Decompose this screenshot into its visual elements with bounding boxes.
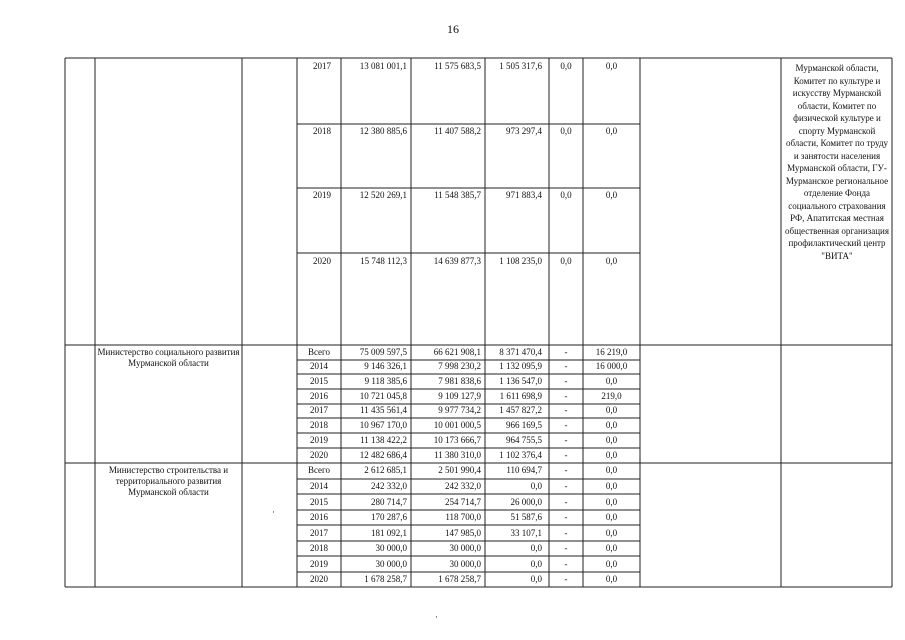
- cell-c2: 2 501 990,4: [438, 465, 481, 475]
- cell-year: Всего: [307, 347, 331, 357]
- cell-year: 2016: [310, 391, 328, 401]
- cell-c5: 0,0: [605, 528, 618, 538]
- cell-total: 9 146 326,1: [364, 361, 407, 371]
- cell-total: 11 435 561,4: [360, 405, 407, 415]
- cell-year: 2018: [310, 420, 328, 430]
- organization-name: Министерство строительства и территориального развития Мурманской области: [108, 465, 229, 497]
- cell-c2: 14 639 877,3: [433, 256, 481, 266]
- cell-total: 242 332,0: [371, 481, 407, 491]
- cell-c2: 1 678 258,7: [438, 574, 481, 584]
- scan-dot: ·: [435, 612, 438, 622]
- cell-c2: 7 998 230,2: [438, 361, 481, 371]
- cell-total: 30 000,0: [375, 543, 407, 553]
- cell-year: 2019: [310, 559, 328, 569]
- cell-c4: 0,0: [560, 190, 572, 200]
- cell-c5: 0,0: [605, 450, 618, 460]
- cell-c3: 1 136 547,0: [499, 376, 542, 386]
- cell-c4: -: [564, 543, 568, 553]
- cell-c5: 0,0: [605, 405, 618, 415]
- cell-c5: 0,0: [605, 420, 618, 430]
- cell-total: 10 721 045,8: [359, 391, 407, 401]
- cell-c2: 11 548 385,7: [434, 190, 481, 200]
- cell-c2: 11 575 683,5: [434, 61, 481, 71]
- organization-name: Министерство социального развития Мурманской области: [97, 347, 240, 368]
- cell-c4: -: [564, 512, 568, 522]
- cell-c5: 0,0: [605, 465, 618, 475]
- cell-c2: 11 380 310,0: [434, 450, 481, 460]
- cell-c5: 0,0: [605, 481, 618, 491]
- cell-c4: -: [564, 361, 568, 371]
- cell-c3: 26 000,0: [510, 497, 542, 507]
- cell-total: 170 287,6: [371, 512, 407, 522]
- cell-c5: 16 000,0: [595, 361, 628, 371]
- cell-c2: 11 407 588,2: [434, 126, 481, 136]
- cell-c3: 1 132 095,9: [499, 361, 542, 371]
- cell-year: 2014: [310, 481, 328, 491]
- cell-c4: -: [564, 435, 568, 445]
- cell-total: 11 138 422,2: [360, 435, 407, 445]
- cell-total: 280 714,7: [371, 497, 407, 507]
- cell-c3: 0,0: [530, 481, 542, 491]
- cell-c3: 110 694,7: [506, 465, 542, 475]
- cell-c4: -: [564, 528, 568, 538]
- cell-c3: 0,0: [530, 543, 542, 553]
- cell-year: 2016: [310, 512, 328, 522]
- cell-year: 2017: [310, 405, 328, 415]
- cell-total: 13 081 001,1: [359, 61, 407, 71]
- cell-year: 2014: [310, 361, 328, 371]
- cell-total: 10 967 170,0: [359, 420, 407, 430]
- cell-c3: 33 107,1: [510, 528, 542, 538]
- cell-c2: 30 000,0: [449, 559, 481, 569]
- cell-c2: 9 109 127,9: [438, 391, 481, 401]
- cell-year: 2019: [313, 190, 331, 200]
- cell-c4: -: [564, 405, 568, 415]
- scan-dot: ·: [272, 507, 275, 517]
- cell-year: 2015: [310, 497, 328, 507]
- cell-c4: 0,0: [560, 61, 572, 71]
- cell-c5: 0,0: [605, 376, 618, 386]
- cell-total: 2 612 685,1: [364, 465, 407, 475]
- cell-c4: -: [564, 347, 568, 357]
- cell-c3: 1 102 376,4: [499, 450, 542, 460]
- cell-c2: 147 985,0: [445, 528, 481, 538]
- cell-year: 2018: [310, 543, 328, 553]
- cell-c5: 0,0: [605, 190, 618, 200]
- cell-c5: 0,0: [605, 126, 618, 136]
- cell-c2: 30 000,0: [449, 543, 481, 553]
- cell-c5: 0,0: [605, 512, 618, 522]
- cell-c3: 51 587,6: [510, 512, 542, 522]
- cell-c4: 0,0: [560, 256, 572, 266]
- cell-c2: 242 332,0: [445, 481, 481, 491]
- cell-c3: 1 505 317,6: [499, 61, 542, 71]
- cell-c2: 66 621 908,1: [433, 347, 481, 357]
- cell-c3: 1 457 827,2: [499, 405, 542, 415]
- cell-c3: 1 611 698,9: [499, 391, 542, 401]
- cell-c4: -: [564, 465, 568, 475]
- cell-total: 15 748 112,3: [360, 256, 407, 266]
- cell-c4: -: [564, 481, 568, 491]
- cell-c4: 0,0: [560, 126, 572, 136]
- cell-c5: 0,0: [605, 574, 618, 584]
- cell-total: 1 678 258,7: [364, 574, 407, 584]
- page-number: 16: [447, 22, 459, 36]
- cell-year: 2018: [313, 126, 331, 136]
- cell-year: 2015: [310, 376, 328, 386]
- cell-year: 2019: [310, 435, 328, 445]
- cell-c2: 10 173 666,7: [433, 435, 481, 445]
- responsible-executors: Мурманской области, Комитет по культуре и искусству Мурманской области, Комитет по физической культуре и спорту Мурманской области, Комитет по труду и занятости населения Мурманской области, ГУ-Мурманское региональное отделение Фонда социального страхования РФ, Апатитская местная общественная организация профилактический центр "ВИТА": [784, 63, 889, 261]
- cell-c4: -: [564, 376, 568, 386]
- cell-c5: 0,0: [605, 543, 618, 553]
- cell-c3: 1 108 235,0: [499, 256, 542, 266]
- cell-c4: -: [564, 450, 568, 460]
- cell-c5: 219,0: [601, 391, 622, 401]
- cell-c3: 964 755,5: [506, 435, 542, 445]
- cell-c4: -: [564, 574, 568, 584]
- cell-c2: 254 714,7: [445, 497, 481, 507]
- cell-total: 30 000,0: [375, 559, 407, 569]
- cell-total: 181 092,1: [371, 528, 407, 538]
- cell-c3: 0,0: [530, 574, 542, 584]
- cell-c5: 0,0: [605, 256, 618, 266]
- cell-c5: 16 219,0: [595, 347, 628, 357]
- cell-year: 2017: [310, 528, 328, 538]
- cell-c2: 118 700,0: [445, 512, 481, 522]
- cell-total: 9 118 385,6: [364, 376, 407, 386]
- cell-c5: 0,0: [605, 559, 618, 569]
- cell-c2: 10 001 000,5: [433, 420, 481, 430]
- cell-year: Всего: [307, 465, 331, 475]
- cell-c3: 966 169,5: [506, 420, 542, 430]
- cell-total: 12 380 885,6: [359, 126, 407, 136]
- cell-total: 12 520 269,1: [359, 190, 407, 200]
- cell-c3: 973 297,4: [506, 126, 542, 136]
- cell-c4: -: [564, 559, 568, 569]
- cell-year: 2020: [310, 574, 328, 584]
- cell-total: 75 009 597,5: [359, 347, 407, 357]
- cell-year: 2017: [313, 61, 331, 71]
- cell-c3: 8 371 470,4: [499, 347, 542, 357]
- cell-c3: 971 883,4: [506, 190, 542, 200]
- cell-c5: 0,0: [605, 61, 618, 71]
- cell-c5: 0,0: [605, 497, 618, 507]
- cell-year: 2020: [310, 450, 328, 460]
- cell-c4: -: [564, 391, 568, 401]
- cell-c4: -: [564, 420, 568, 430]
- cell-c4: -: [564, 497, 568, 507]
- cell-c2: 9 977 734,2: [438, 405, 481, 415]
- cell-c2: 7 981 838,6: [438, 376, 481, 386]
- cell-c3: 0,0: [530, 559, 542, 569]
- cell-total: 12 482 686,4: [359, 450, 407, 460]
- cell-year: 2020: [313, 256, 331, 266]
- cell-c5: 0,0: [605, 435, 618, 445]
